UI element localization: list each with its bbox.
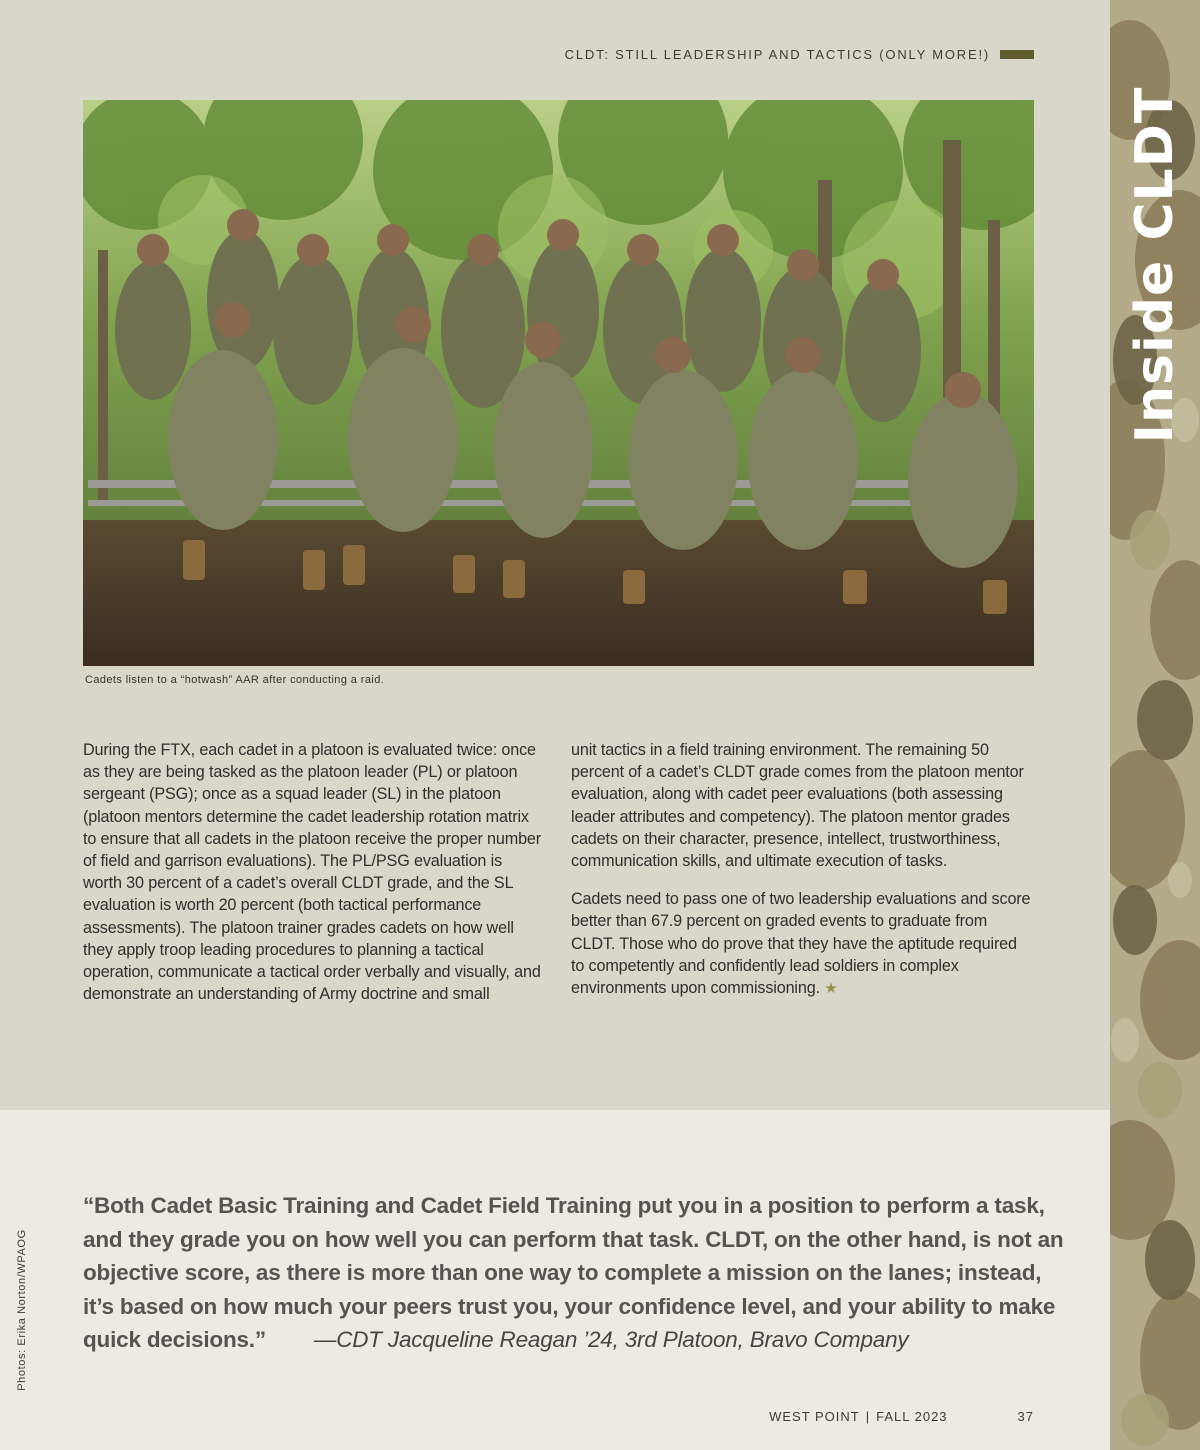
forest-scene-illustration xyxy=(83,100,1034,666)
section-title: CLDT: STILL LEADERSHIP AND TACTICS (ONLY MORE!) xyxy=(564,47,990,62)
body-column-left xyxy=(83,739,545,1021)
pull-quote xyxy=(83,1189,1073,1357)
body-paragraph-final xyxy=(571,888,1033,1000)
side-camo-band xyxy=(1110,0,1200,1450)
body-paragraph: unit tactics in a field training environment. The remaining 50 percent of a cadet’s CLDT grade comes from the platoon mentor evaluation, along with cadet peer evaluations (both assessing leader attributes and competency). The platoon mentor grades cadets on their character, presence, intellect, trustworthiness, communication skills, and ultimate execution of tasks. xyxy=(571,741,1024,871)
pull-quote-text: “Both Cadet Basic Training and Cadet Field Training put you in a position to perform a task, and they grade you on how well you can perform that task. CLDT, on the other hand, is not an objective score, as there is more than one way to complete a mission on the lanes; instead, it’s based on how much your peers trust you, your confidence level, and your ability to make quick decisions.” xyxy=(83,1193,1064,1352)
section-sidebar-title: Inside CLDT xyxy=(1125,86,1185,444)
footer-separator: | xyxy=(865,1409,871,1424)
issue-label: FALL 2023 xyxy=(876,1409,948,1424)
page-footer xyxy=(769,1409,1034,1424)
cadets-photo xyxy=(83,100,1034,666)
publication-name: WEST POINT xyxy=(769,1409,860,1424)
body-paragraph-text: Cadets need to pass one of two leadership evaluations and score better than 67.9 percent on graded events to graduate from CLDT. Those who do prove that they have the aptitude required to competently and confidently lead soldiers in complex environments upon commissioning. xyxy=(571,890,1031,998)
body-paragraph: During the FTX, each cadet in a platoon is evaluated twice: once as they are being tasked as the platoon leader (PL) or platoon sergeant (PSG); once as a squad leader (SL) in the platoon (platoon mentors determine the cadet leadership rotation matrix to ensure that all cadets in the platoon receive the proper number of field and garrison evaluations). The PL/PSG evaluation is worth 30 percent of a cadet’s overall CLDT grade, and the SL evaluation is worth 20 percent (both tactical performance assessments). The platoon trainer grades cadets on how well they apply troop leading procedures to planning a tactical operation, communicate a tactical order verbally and visually, and demonstrate an understanding of Army doctrine and small xyxy=(83,741,542,1004)
photo-credit: Photos: Erika Norton/WPAOG xyxy=(16,1229,28,1391)
running-header xyxy=(565,47,1034,62)
page-number: 37 xyxy=(1017,1409,1034,1424)
pull-quote-attribution: —CDT Jacqueline Reagan ’24, 3rd Platoon, Bravo Company xyxy=(313,1327,909,1352)
photo-caption: Cadets listen to a “hotwash” AAR after conducting a raid. xyxy=(85,674,385,686)
star-icon: ★ xyxy=(824,980,838,998)
body-column-right xyxy=(571,739,1033,1016)
header-accent-bar xyxy=(1000,50,1034,59)
